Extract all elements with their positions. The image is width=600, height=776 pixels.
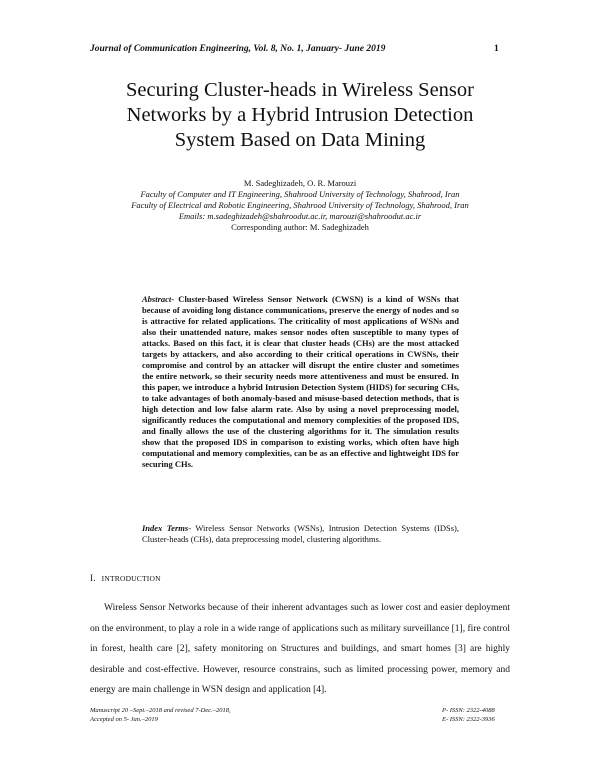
- manuscript-dates: Manuscript 20 –Sept.–2018 and revised 7-Dec.–2018,: [90, 707, 231, 714]
- author-emails: Emails: m.sadeghizadeh@shahroodut.ac.ir, marouzi@shahroodut.ac.ir: [178, 211, 422, 221]
- corresponding-author: Corresponding author: M. Sadeghizadeh: [231, 222, 369, 232]
- index-terms-text: - Wireless Sensor Networks (WSNs), Intrusion Detection Systems (IDSs), Cluster-heads (CHs), data preprocessing model, clustering algorithms.: [142, 523, 459, 544]
- paper-title: [80, 78, 520, 153]
- page-number: 1: [494, 44, 499, 54]
- abstract-label: Abstract: [142, 294, 172, 304]
- author-names: M. Sadeghizadeh, O. R. Marouzi: [243, 178, 357, 188]
- index-terms-label: Index Terms: [142, 523, 189, 533]
- title-line: Securing Cluster-heads in Wireless Sensor: [126, 79, 474, 101]
- print-issn: P- ISSN: 2322-4088: [442, 707, 495, 714]
- accepted-date: Accepted on 5- Jan.–2019: [90, 716, 158, 723]
- title-line: System Based on Data Mining: [174, 129, 426, 151]
- section-title: INTRODUCTION: [101, 574, 161, 583]
- affiliation-1: Faculty of Computer and IT Engineering, Shahrood University of Technology, Shahrood, Iran: [140, 189, 460, 199]
- journal-header: Journal of Communication Engineering, Vol. 8, No. 1, January- June 2019: [90, 44, 386, 54]
- abstract: [142, 294, 459, 470]
- affiliation-2: Faculty of Electrical and Robotic Engineering, Shahrood University of Technology, Shahrood, Iran: [131, 200, 469, 210]
- index-terms: [142, 523, 459, 545]
- intro-paragraph: Wireless Sensor Networks because of their inherent advantages such as lower cost and easier deployment on the environment, to play a role in a wide range of applications such as military surveillance [1], fire control in forest, health care [2], safety monitoring on Structures and buildings, and smart homes [3] are highly desirable and cost-effective. However, resource constrains, such as limited processing power, memory and energy are main challenge in WSN design and application [4].: [90, 603, 510, 695]
- abstract-text: - Cluster-based Wireless Sensor Network (CWSN) is a kind of WSNs that because of avoiding long distance communications, preserve the energy of nodes and so is attractive for related applications. The criticality of most applications of WSNs and also their unattended nature, makes sensor nodes often susceptible to many types of attacks. Based on this fact, it is clear that cluster heads (CHs) are the most attacked targets by attackers, and also according to their critical operations in CWSNs, their compromise and control by an attacker will disrupt the entire cluster and sometimes the entire network, so their security needs more attentiveness and must be ensured. In this paper, we introduce a hybrid Intrusion Detection System (HIDS) for securing CHs, to take advantages of both anomaly-based and misuse-based detection methods, that is high detection and low false alarm rate. Also by using a novel preprocessing model, significantly reduces the computational and memory complexities of the proposed IDS, and finally allows the use of the clustering algorithms for it. The simulation results show that the proposed IDS in comparison to existing works, which often have high computational and memory complexities, can be as an effective and lightweight IDS for securing CHs.: [142, 294, 459, 469]
- section-number: I.: [90, 573, 96, 583]
- footer-manuscript-info: [90, 706, 231, 724]
- footer-issn: [442, 706, 495, 724]
- electronic-issn: E- ISSN: 2322-3936: [442, 716, 495, 723]
- section-heading: [90, 573, 161, 583]
- author-block: [60, 178, 540, 233]
- title-line: Networks by a Hybrid Intrusion Detection: [126, 104, 474, 126]
